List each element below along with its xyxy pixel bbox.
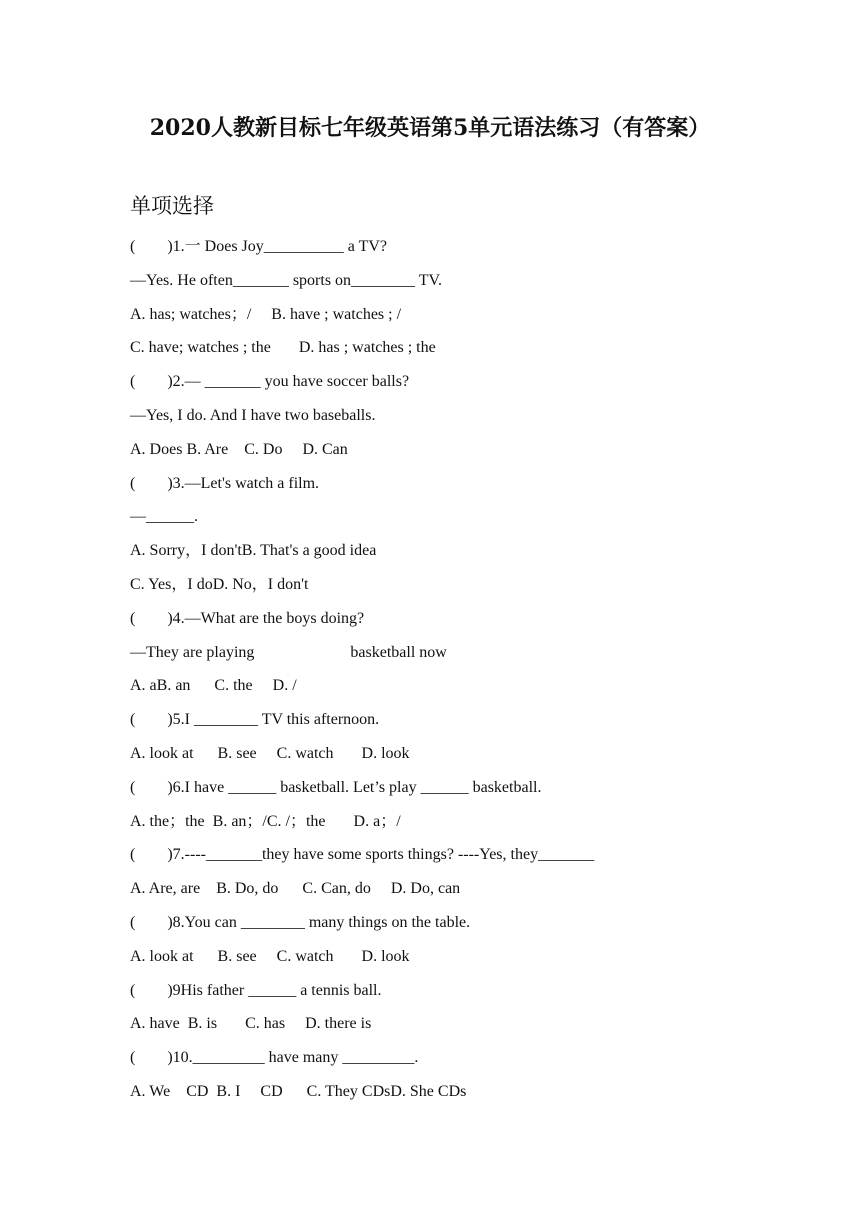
text-line: A. look at B. see C. watch D. look [130,744,410,762]
text-line: ( )6.I have ______ basketball. Let’s play ______ basketball. [130,778,542,796]
text-line: A. Does B. Are C. Do D. Can [130,440,348,458]
text-line: ( )4.—What are the boys doing? [130,609,365,627]
text-line: C. have; watches ; the D. has ; watches ; the [130,339,436,357]
question-lines [130,232,810,1111]
text-line: ( )9His father ______ a tennis ball. [130,981,382,999]
text-line: A. We CD B. I CD C. They CDsD. She CDs [130,1082,467,1100]
text-line: A. aB. an C. the D. / [130,677,297,695]
text-line: ( )2.— _______ you have soccer balls? [130,373,410,391]
text-line: ( )8.You can ________ many things on the table. [130,913,471,931]
text-line: A. Sorry，I don'tB. That's a good idea [130,542,377,560]
text-line: C. Yes，I doD. No，I don't [130,575,309,593]
section-heading: 单项选择 [130,194,214,218]
text-line: —Yes. He often_______ sports on________ TV. [130,271,443,289]
text-line: A. the；the B. an；/C. /；the D. a；/ [130,812,401,830]
text-line: ( )5.I ________ TV this afternoon. [130,711,380,729]
text-line: A. have B. is C. has D. there is [130,1015,372,1033]
text-line: —______. [130,508,198,526]
text-line: ( )10._________ have many _________. [130,1049,419,1067]
text-line: ( )7.----_______they have some sports things? ----Yes, they_______ [130,846,595,864]
text-line: ( )3.—Let's watch a film. [130,474,320,492]
text-line: A. Are, are B. Do, do C. Can, do D. Do, can [130,880,461,898]
text-line: A. look at B. see C. watch D. look [130,947,410,965]
text-line: —Yes, I do. And I have two baseballs. [130,406,376,424]
text-line: A. has; watches；/ B. have ; watches ; / [130,305,402,323]
text-line: —They are playing basketball now [130,643,447,661]
text-line: ( )1.一 Does Joy__________ a TV? [130,238,388,255]
document-title: 2020人教新目标七年级英语第5单元语法练习（有答案） [149,115,711,141]
